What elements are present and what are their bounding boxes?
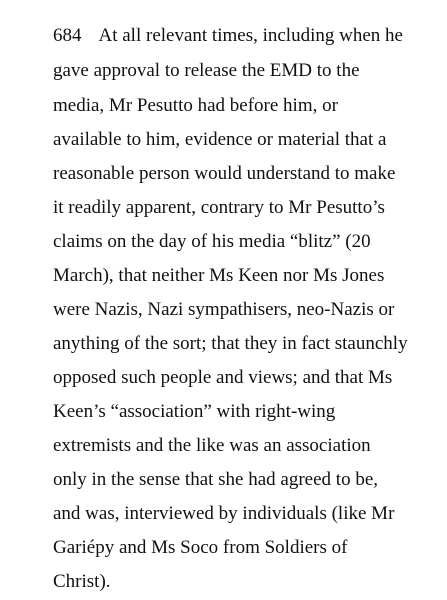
paragraph-line-text: At all relevant times, including when he bbox=[98, 25, 403, 46]
paragraph-line: media, Mr Pesutto had before him, or bbox=[53, 95, 338, 116]
paragraph-line: opposed such people and views; and that Ms bbox=[53, 367, 393, 388]
paragraph-line: Christ). bbox=[53, 571, 111, 592]
paragraph-line: and was, interviewed by individuals (like Mr bbox=[53, 503, 395, 524]
paragraph-line: were Nazis, Nazi sympathisers, neo-Nazis or bbox=[53, 299, 395, 320]
paragraph-line: only in the sense that she had agreed to be, bbox=[53, 469, 379, 490]
paragraph-line: Gariépy and Ms Soco from Soldiers of bbox=[53, 537, 348, 558]
paragraph-line: reasonable person would understand to make bbox=[53, 163, 396, 184]
paragraph-line: claims on the day of his media “blitz” (20 bbox=[53, 231, 371, 252]
paragraph-line: available to him, evidence or material that a bbox=[53, 129, 387, 150]
paragraph-line: Keen’s “association” with right-wing bbox=[53, 401, 336, 422]
paragraph-line: gave approval to release the EMD to the bbox=[53, 60, 360, 81]
paragraph-line: it readily apparent, contrary to Mr Pesutto’s bbox=[53, 197, 385, 218]
paragraph-line: extremists and the like was an association bbox=[53, 435, 371, 456]
paragraph-line: anything of the sort; that they in fact staunchly bbox=[53, 333, 408, 354]
paragraph-number: 684 bbox=[53, 25, 82, 46]
paragraph-line: March), that neither Ms Keen nor Ms Jones bbox=[53, 265, 385, 286]
paragraph-line bbox=[53, 24, 403, 48]
